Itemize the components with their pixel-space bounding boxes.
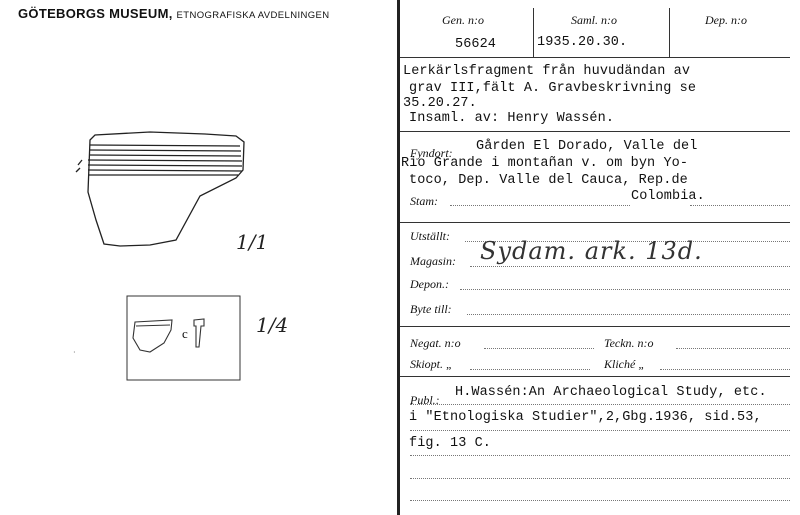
stam-value: Colombia.: [631, 189, 705, 204]
depon-dotline: [460, 289, 790, 290]
gen-value: 56624: [455, 37, 497, 52]
publ-line-2: i "Etnologiska Studier",2,Gbg.1936, sid.53,: [409, 410, 762, 425]
magasin-value: Sydam. ark. 13d.: [480, 237, 703, 265]
publ-line-1: H.Wassén:An Archaeological Study, etc.: [455, 385, 767, 400]
kliche-dotline: [660, 369, 790, 370]
fyndort-line-2: Rio Grande i montañan v. om byn Yo-: [401, 156, 689, 171]
description-rule: [400, 131, 790, 132]
collector-line: Insaml. av: Henry Wassén.: [409, 111, 615, 126]
description-line-3: 35.20.27.: [403, 96, 477, 111]
fyndort-label: Fyndort:: [410, 146, 453, 160]
fyndort-line-1: Gården El Dorado, Valle del: [476, 139, 698, 154]
scale-label-large: 1/1: [236, 230, 269, 254]
fyndort-rule: [400, 222, 790, 223]
utstallt-label: Utställt:: [410, 229, 451, 243]
publ-dotline-3: [410, 455, 790, 456]
teckn-dotline: [676, 348, 790, 349]
stam-dotline: [450, 205, 630, 206]
magasin-label: Magasin:: [410, 254, 456, 268]
gen-label: Gen. n:o: [442, 13, 484, 27]
fyndort-line-3: toco, Dep. Valle del Cauca, Rep.de: [409, 173, 688, 188]
kliche-label: Kliché „: [604, 357, 645, 371]
small-sherd-drawing: [133, 319, 204, 352]
publ-label: Publ.:: [410, 393, 440, 407]
stam-dotline-2: [690, 205, 790, 206]
header-col-sep-1: [533, 8, 534, 58]
publ-dotline-5: [410, 500, 790, 501]
depon-label: Depon.:: [410, 277, 449, 291]
publ-dotline-4: [410, 478, 790, 479]
header-col-sep-2: [669, 8, 670, 58]
byte-dotline: [467, 314, 790, 315]
sherd-drawings: [0, 0, 397, 515]
stam-label: Stam:: [410, 194, 438, 208]
description-line-1: Lerkärlsfragment från huvudändan av: [403, 64, 691, 79]
figure-marker-c: c: [182, 326, 188, 341]
publ-dotline-2: [410, 430, 790, 431]
saml-label: Saml. n:o: [571, 13, 617, 27]
skiopt-label: Skiopt. „: [410, 357, 453, 371]
teckn-label: Teckn. n:o: [604, 336, 654, 350]
museum-name: GÖTEBORGS MUSEUM,: [18, 6, 173, 21]
dep-label: Dep. n:o: [705, 13, 747, 27]
negat-label: Negat. n:o: [410, 336, 461, 350]
department-name: ETNOGRAFISKA AVDELNINGEN: [176, 10, 330, 21]
publ-dotline-1: [410, 404, 790, 405]
card-divider: [397, 0, 400, 515]
svg-text:·: ·: [73, 348, 76, 357]
storage-rule: [400, 326, 790, 327]
negat-dotline: [484, 348, 594, 349]
saml-value: 1935.20.30.: [537, 35, 628, 50]
skiopt-dotline: [470, 369, 590, 370]
description-line-2: grav III,fält A. Gravbeskrivning se: [409, 81, 697, 96]
publ-line-3: fig. 13 C.: [409, 436, 492, 451]
scale-label-small: 1/4: [256, 313, 289, 337]
header-rule: [400, 57, 790, 58]
negat-rule: [400, 376, 790, 377]
byte-label: Byte till:: [410, 302, 452, 316]
magasin-dotline: [470, 266, 790, 267]
large-sherd-drawing: [76, 132, 244, 246]
